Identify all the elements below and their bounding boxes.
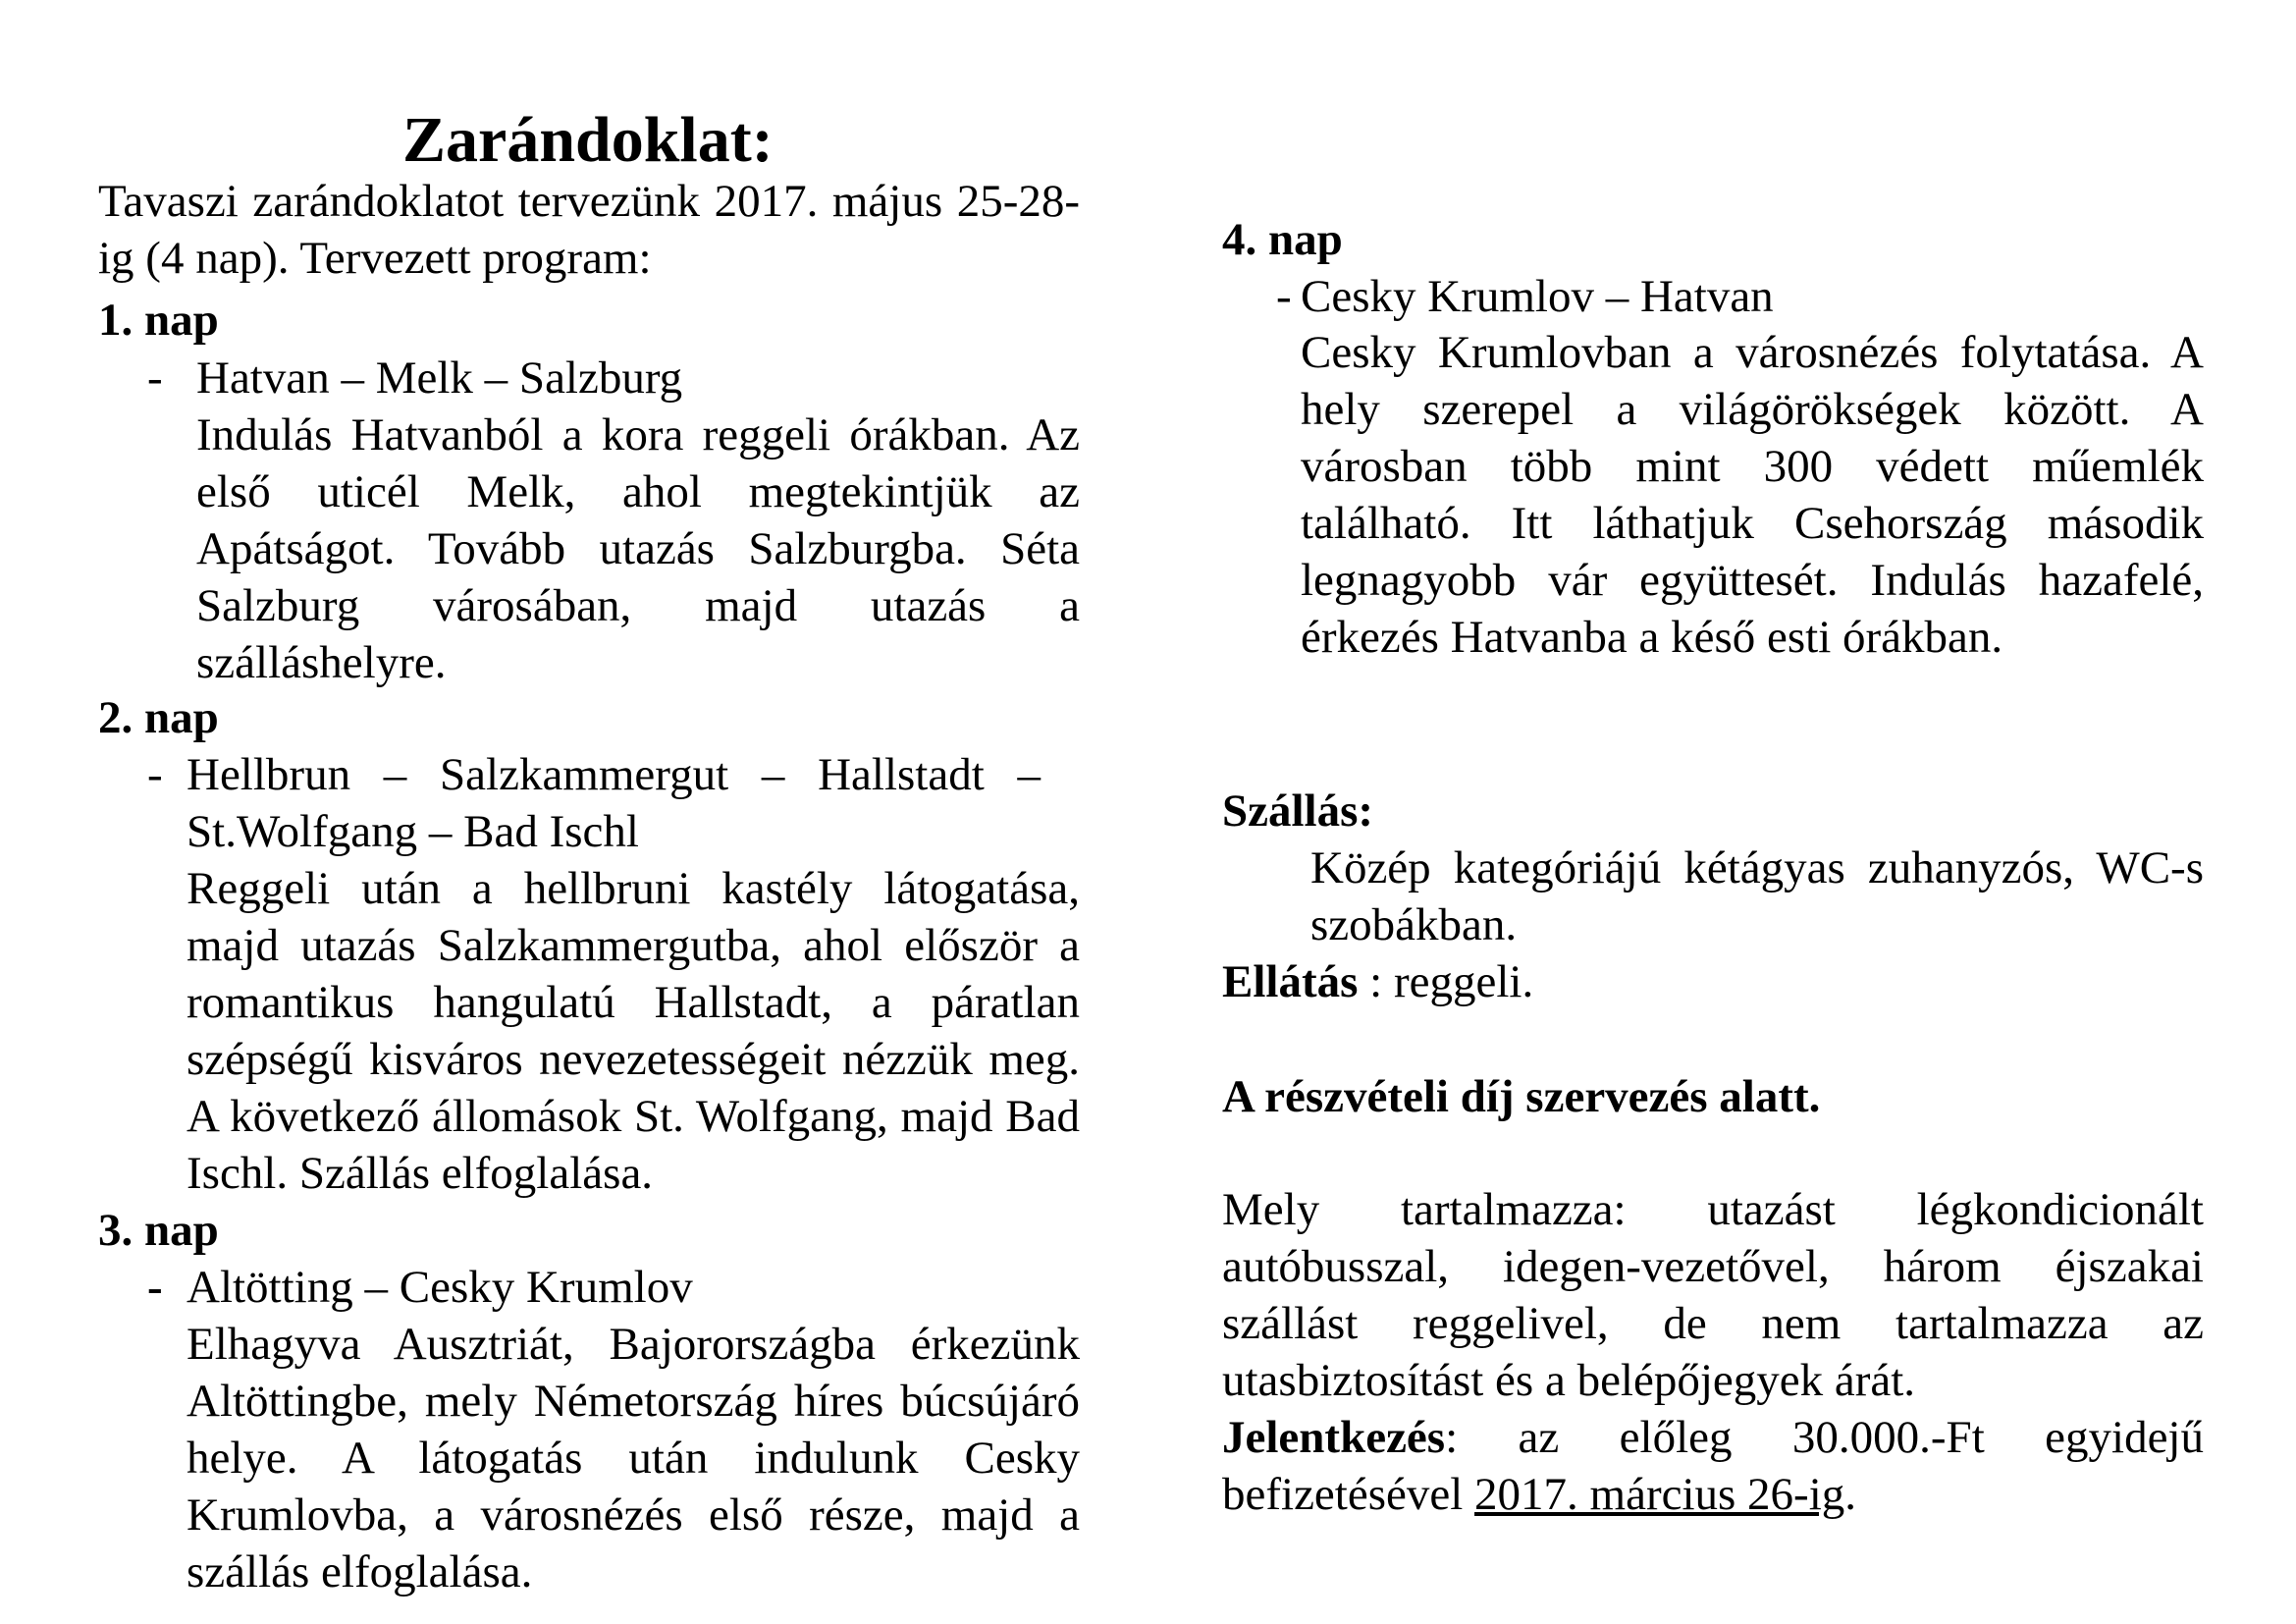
intro-text: Tavaszi zarándoklatot tervezünk 2017. május 25-28-ig (4 nap). Tervezett program:: [98, 176, 1080, 284]
accommodation-label: Szállás:: [1222, 785, 1374, 837]
day-4-bullet: -: [1276, 271, 1292, 322]
day-3-bullet: -: [147, 1262, 163, 1313]
registration-deadline: 2017. március 26-ig: [1474, 1469, 1845, 1520]
day-4-route: Cesky Krumlov – Hatvan: [1301, 271, 1774, 322]
day-2-label: 2. nap: [98, 692, 219, 743]
page-title: Zarándoklat:: [402, 104, 774, 176]
day-4-description: Cesky Krumlovban a városnézés folytatása. A hely szerepel a világörökségek között. A városban több mint 300 védett műemlék található. Itt láthatjuk Csehország második legnagyobb vár együttesét. Indulás hazafelé, érkezés Hatvanba a késő esti órákban.: [1301, 327, 2204, 663]
day-3-label: 3. nap: [98, 1205, 219, 1256]
registration-end: .: [1844, 1469, 1857, 1520]
includes-text: Mely tartalmazza: utazást légkondicionált autóbusszal, idegen-vezetővel, három éjszakai szállást reggelivel, de nem tartalmazza az utasbiztosítást és a belépőjegyek árát.: [1222, 1184, 2204, 1406]
registration-text: [1222, 1409, 2204, 1523]
meals-text: : reggeli.: [1358, 956, 1534, 1007]
meals-label: Ellátás: [1222, 956, 1359, 1007]
registration-body: : az előleg 30.000.-Ft egyidejű befizetésével: [1222, 1412, 2204, 1520]
fee-note: A részvételi díj szervezés alatt.: [1222, 1071, 1821, 1122]
day-2-bullet: -: [147, 749, 163, 800]
day-1-description: Indulás Hatvanból a kora reggeli órákban. Az első uticél Melk, ahol megtekintjük az Apátságot. Tovább utazás Salzburgba. Séta Salzburg városában, majd utazás a szálláshelyre.: [196, 409, 1080, 688]
day-3-description: Elhagyva Ausztriát, Bajorországba érkezünk Altöttingbe, mely Németország híres búcsújáró helye. A látogatás után indulunk Cesky Krumlovba, a városnézés első része, majd a szállás elfoglalása.: [187, 1319, 1080, 1597]
day-1-label: 1. nap: [98, 295, 219, 346]
meals-line: [1222, 953, 1533, 1010]
day-1-bullet: -: [147, 352, 163, 404]
day-2-description: Reggeli után a hellbruni kastély látogatása, majd utazás Salzkammergutba, ahol először a romantikus hangulatú Hallstadt, a páratlan szépségű kisváros nevezetességeit nézzük meg. A következő állomások St. Wolfgang, majd Bad Ischl. Szállás elfoglalása.: [187, 863, 1080, 1199]
day-1-route: Hatvan – Melk – Salzburg: [196, 352, 683, 404]
day-2-route: Hellbrun – Salzkammergut – Hallstadt – St.Wolfgang – Bad Ischl: [187, 749, 1041, 857]
accommodation-text: Közép kategóriájú kétágyas zuhanyzós, WC-s szobákban.: [1310, 842, 2204, 950]
day-4-label: 4. nap: [1222, 214, 1343, 265]
registration-label: Jelentkezés: [1222, 1412, 1446, 1463]
day-3-route: Altötting – Cesky Krumlov: [187, 1262, 693, 1313]
